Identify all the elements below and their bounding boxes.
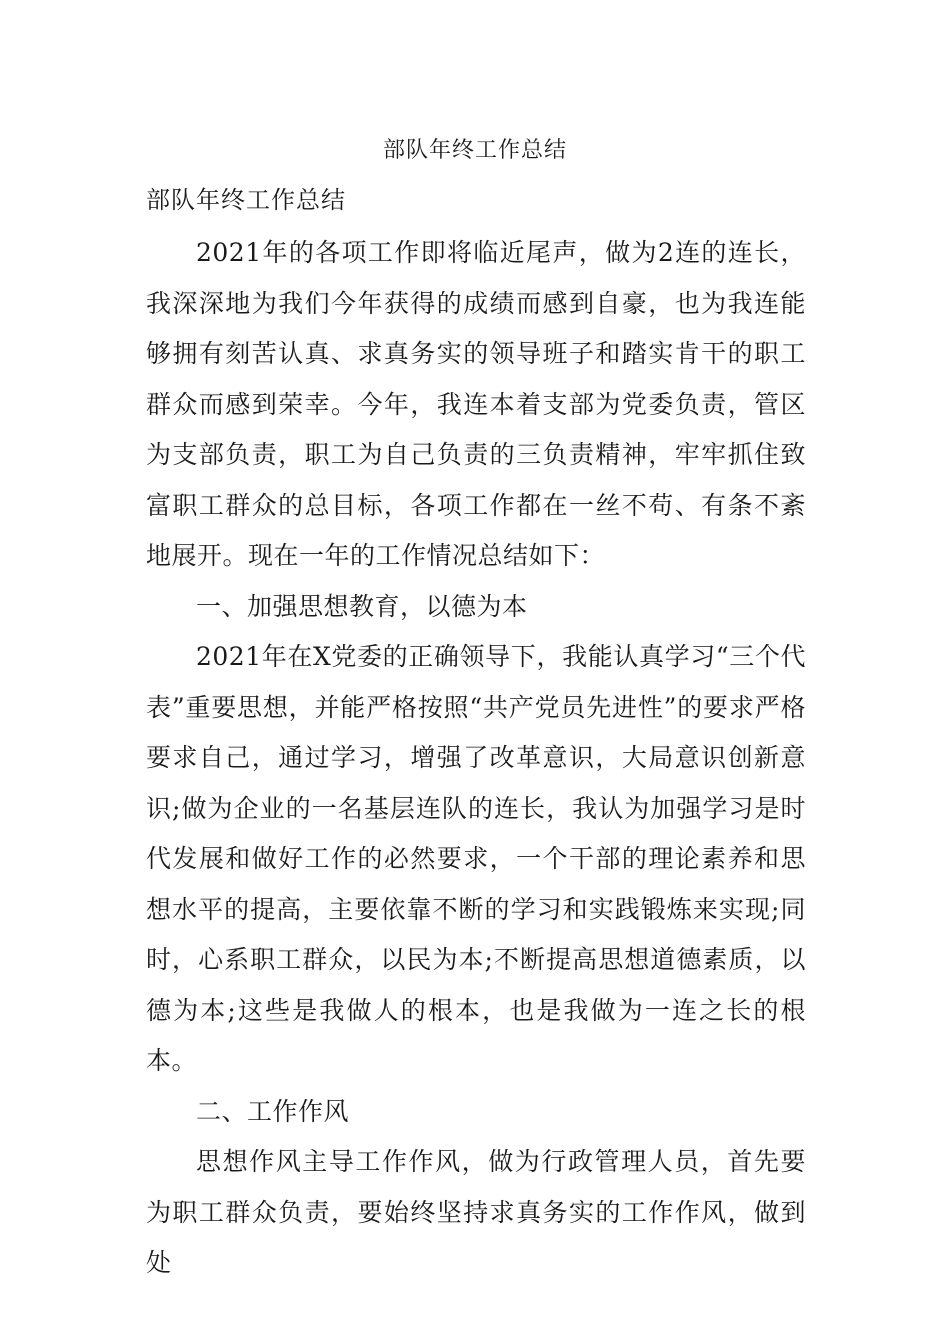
document-title: 部队年终工作总结 <box>382 138 567 163</box>
paragraph-intro: 2021年的各项工作即将临近尾声，做为2连的连长，我深深地为我们今年获得的成绩而感到自豪，也为我连能够拥有刻苦认真、求真务实的领导班子和踏实肯干的职工群众而感到荣幸。今年，我连本着支部为党委负责，管区为支部负责，职工为自己负责的三负责精神，牢牢抓住致富职工群众的总目标，各项工作都在一丝不苟、有条不紊地展开。现在一年的工作情况总结如下： <box>146 238 806 570</box>
paragraph-section-2: 思想作风主导工作作风，做为行政管理人员，首先要为职工群众负责，要始终坚持求真务实的工作作风，做到处 <box>146 1147 806 1277</box>
document-body <box>146 228 806 1289</box>
section-heading-2: 二、工作作风 <box>196 1096 350 1126</box>
section-heading-1: 一、加强思想教育，以德为本 <box>196 591 528 621</box>
document-subtitle: 部队年终工作总结 <box>146 186 346 214</box>
paragraph-section-1: 2021年在X党委的正确领导下，我能认真学习“三个代表”重要思想，并能严格按照“共产党员先进性”的要求严格要求自己，通过学习，增强了改革意识，大局意识创新意识;做为企业的一名基层连队的连长，我认为加强学习是时代发展和做好工作的必然要求，一个干部的理论素养和思想水平的提高，主要依靠不断的学习和实践锻炼来实现;同时，心系职工群众，以民为本;不断提高思想道德素质，以德为本;这些是我做人的根本，也是我做为一连之长的根本。 <box>146 642 806 1075</box>
